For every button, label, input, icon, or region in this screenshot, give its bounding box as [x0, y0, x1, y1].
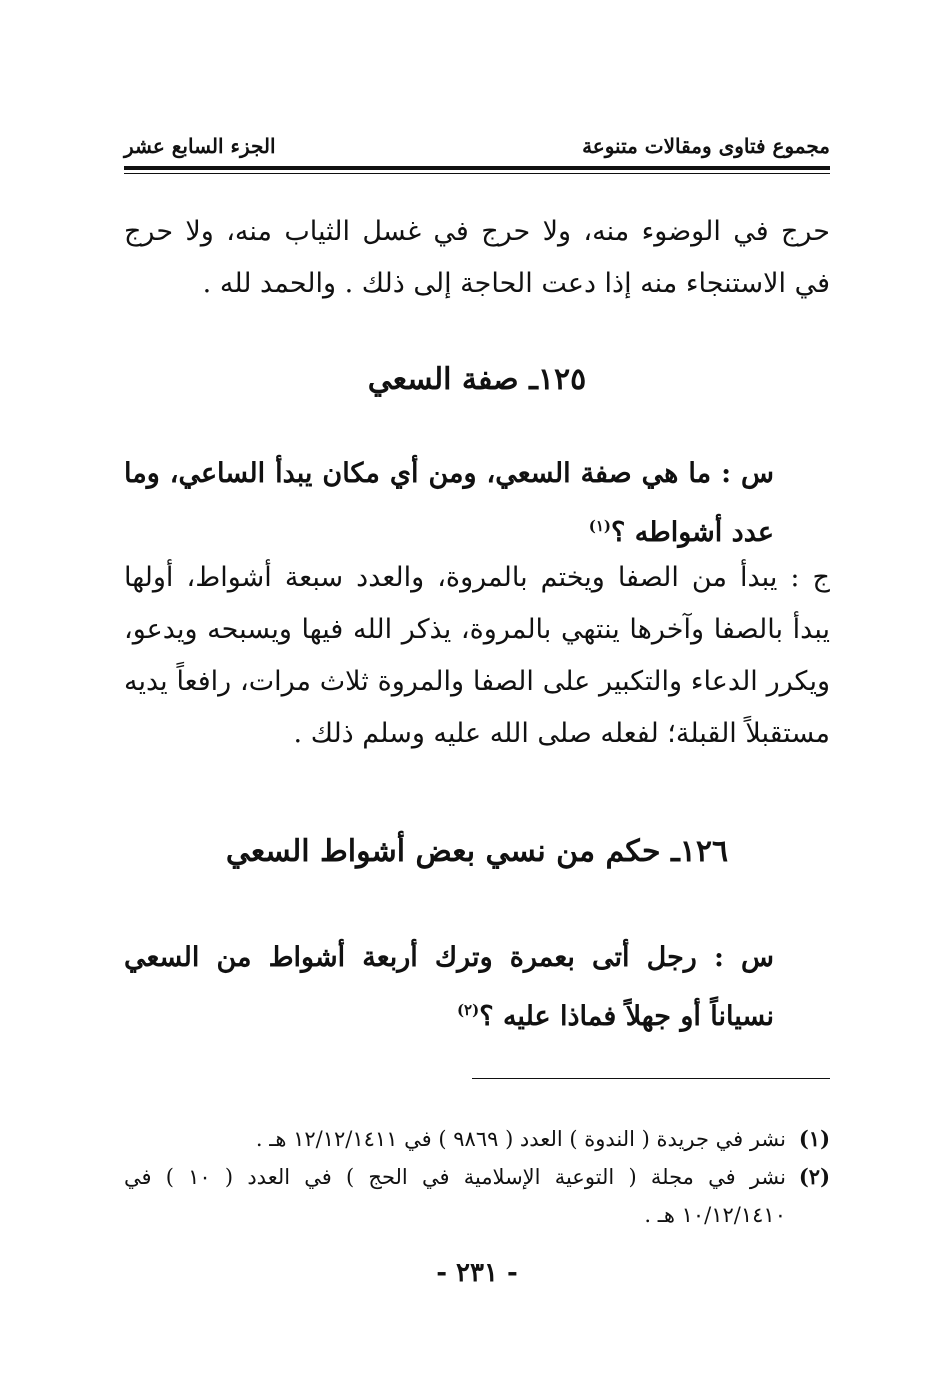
question-text: س : رجل أتى بعمرة وترك أربعة أشواط من السعي نسياناً أو جهلاً فماذا عليه ؟: [124, 942, 774, 1032]
section-125-question: [124, 448, 830, 559]
book-title: مجموع فتاوى ومقالات متنوعة: [582, 134, 830, 158]
section-125-heading: ١٢٥ـ صفة السعي: [367, 362, 587, 397]
section-125-answer: ج : يبدأ من الصفا ويختم بالمروة، والعدد سبعة أشواط، أولها يبدأ بالصفا وآخرها ينتهي بالمروة، يذكر الله فيها ويسبحه ويدعو، ويكرر الدعاء والتكبير على الصفا والمروة ثلاث مرات، رافعاً يديه مستقبلاً القبلة؛ لفعله صلى الله عليه وسلم ذلك .: [124, 562, 830, 749]
section-126-question: [124, 932, 830, 1043]
footnote-ref-2: (٢): [456, 1001, 480, 1019]
footnote-separator: [472, 1078, 830, 1079]
footnote-marker: (١): [798, 1126, 830, 1151]
page-number: - ٢٣١ -: [436, 1258, 518, 1288]
footnote-1: [124, 1120, 830, 1158]
footnote-ref-1: (١): [588, 517, 612, 535]
running-header: [124, 128, 830, 158]
volume-label: الجزء السابع عشر: [124, 134, 276, 158]
intro-paragraph: حرج في الوضوء منه، ولا حرج في غسل الثياب منه، ولا حرج في الاستنجاء منه إذا دعت الحاجة إلى ذلك . والحمد لله .: [124, 216, 830, 299]
question-text: س : ما هي صفة السعي، ومن أي مكان يبدأ الساعي، وما عدد أشواطه ؟: [124, 458, 774, 548]
footnote-2: [124, 1158, 830, 1234]
header-rule-thin: [124, 173, 830, 174]
header-rule: [124, 166, 830, 170]
footnote-text: نشر في جريدة ( الندوة ) العدد ( ٩٨٦٩ ) في ١٢/١٢/١٤١١ هـ .: [255, 1127, 786, 1151]
footnotes: [124, 1120, 830, 1234]
footnote-marker: (٢): [798, 1164, 830, 1189]
footnote-text: نشر في مجلة ( التوعية الإسلامية في الحج ) في العدد ( ١٠ ) في ١٠/١٢/١٤١٠ هـ .: [124, 1165, 786, 1227]
section-126-heading: ١٢٦ـ حكم من نسي بعض أشواط السعي: [225, 834, 729, 869]
